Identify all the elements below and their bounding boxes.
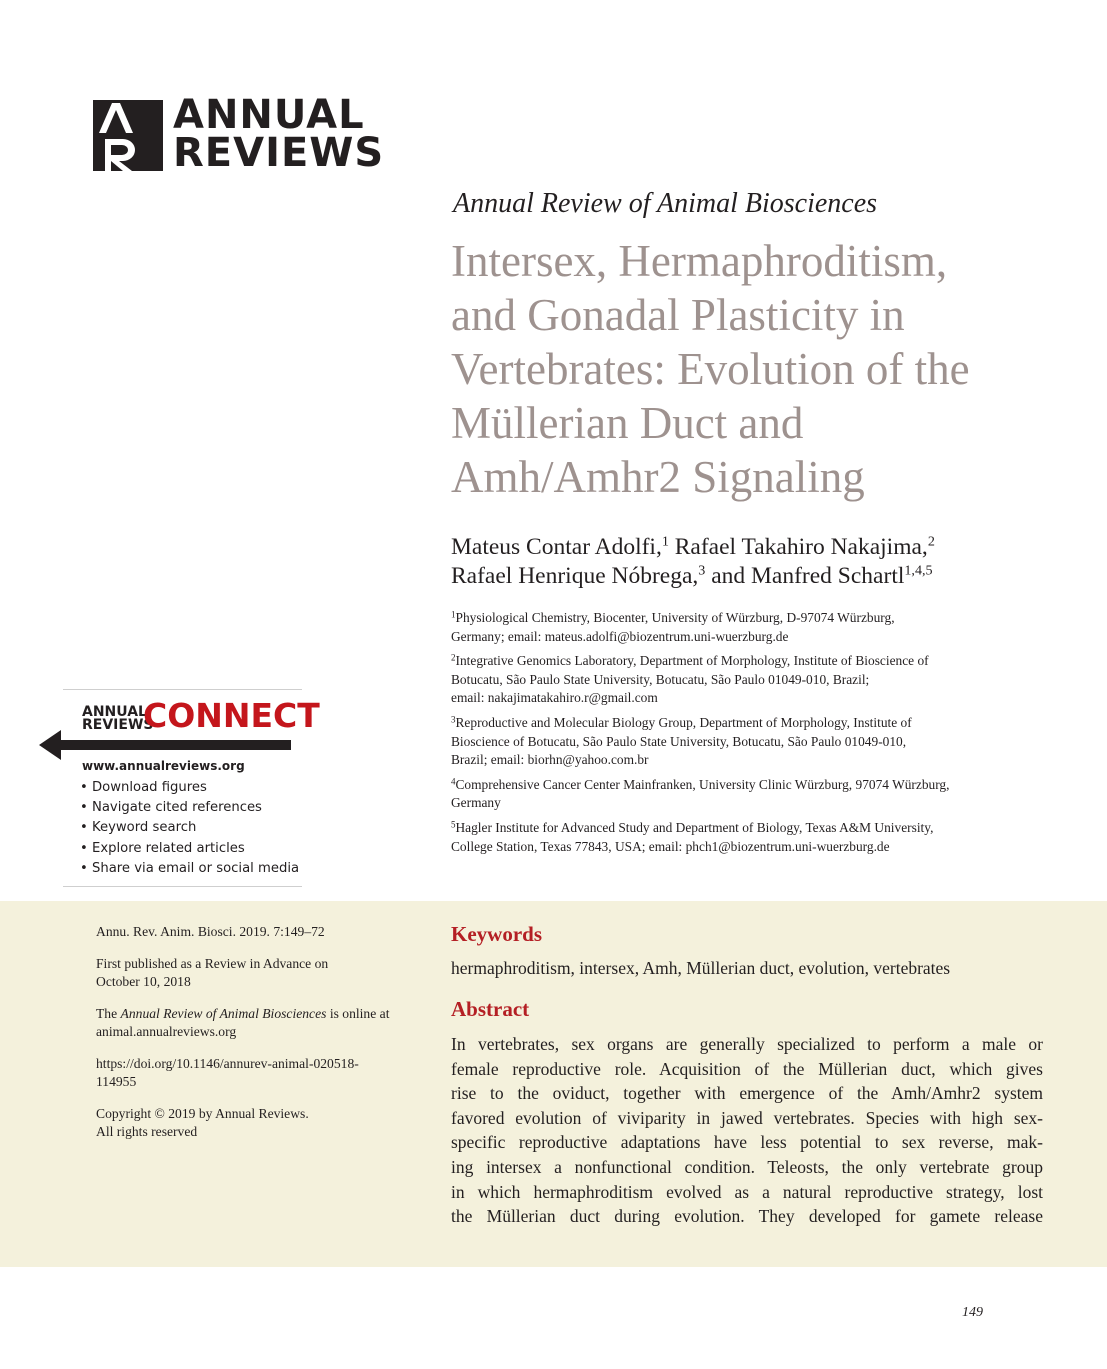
affiliation-text: Hagler Institute for Advanced Study and Department of Biology, Texas A&M University, — [455, 819, 934, 835]
copyright — [96, 1105, 426, 1141]
connect-feature-item: • Download figures — [80, 778, 299, 798]
abstract-heading: Abstract — [451, 997, 530, 1021]
affiliation-line — [451, 689, 1061, 708]
affiliation-number: 3 — [451, 714, 456, 725]
author-list — [451, 533, 1071, 591]
author-name: Rafael Takahiro Nakajima, — [668, 534, 928, 560]
affiliation-text: Botucatu, São Paulo State University, Botucatu, São Paulo 01049-010, Brazil; — [451, 671, 870, 687]
title-line: Amh/Amhr2 Signaling — [451, 452, 865, 502]
page-number: 149 — [962, 1305, 983, 1320]
connect-brand-reviews: REVIEWS — [82, 717, 154, 733]
affiliation-text: Physiological Chemistry, Biocenter, University of Würzburg, D-97074 Würzburg, — [455, 610, 895, 625]
online-prefix: The — [96, 1006, 121, 1021]
affiliation-number: 1 — [451, 609, 456, 620]
author-affil-ref: 2 — [927, 533, 935, 550]
author-affil-ref: 1,4,5 — [904, 562, 933, 579]
abstract-line: in which hermaphroditism evolved as a natural reproductive strategy, lost — [451, 1181, 1043, 1202]
arrow-left-icon — [39, 730, 291, 760]
keywords: hermaphroditism, intersex, Amh, Müllerian duct, evolution, vertebrates — [451, 958, 951, 978]
affiliation-line — [451, 794, 1061, 813]
title-line: Vertebrates: Evolution of the — [451, 344, 970, 394]
affiliation-number: 5 — [451, 819, 456, 830]
article-title — [451, 234, 1051, 504]
affiliation-line — [451, 819, 1061, 838]
logo-word-reviews: REVIEWS — [173, 130, 385, 176]
affiliation-line — [451, 671, 1061, 690]
online-url[interactable]: animal.annualreviews.org — [96, 1024, 237, 1039]
keywords-heading: Keywords — [451, 922, 542, 946]
connect-brand-annual: ANNUAL — [82, 704, 147, 720]
affiliation-text: Reproductive and Molecular Biology Group, Department of Morphology, Institute of — [455, 714, 912, 730]
copyright-line: Copyright © 2019 by Annual Reviews. — [96, 1106, 309, 1121]
author-name: Rafael Henrique Nóbrega, — [451, 563, 699, 589]
affiliation-line — [451, 609, 1061, 628]
author-name: Mateus Contar Adolfi, — [451, 534, 662, 560]
affiliation-line — [451, 733, 1061, 752]
author-line — [451, 562, 1071, 591]
annual-reviews-connect-box — [63, 689, 320, 887]
affiliation-line — [451, 714, 1061, 733]
affiliation-item — [451, 776, 1061, 813]
connect-feature-item: • Navigate cited references — [80, 798, 299, 818]
ar-logo-mark-icon — [93, 100, 163, 171]
doi[interactable] — [96, 1055, 426, 1091]
affiliation-number: 4 — [451, 776, 456, 787]
affiliation-number: 2 — [451, 652, 456, 663]
affiliation-text: Integrative Genomics Laboratory, Department of Morphology, Institute of Bioscience of — [455, 653, 929, 669]
affiliation-item — [451, 819, 1061, 856]
online-notice — [96, 1005, 426, 1041]
title-line: and Gonadal Plasticity in — [451, 290, 905, 340]
connect-feature-item: • Explore related articles — [80, 839, 299, 859]
publication-date-line: First published as a Review in Advance on — [96, 956, 329, 971]
rights-line: All rights reserved — [96, 1124, 198, 1139]
online-journal: Annual Review of Animal Biosciences — [120, 1006, 327, 1021]
affiliation-line — [451, 838, 1061, 857]
doi-line: https://doi.org/10.1146/annurev-animal-020518- — [96, 1056, 359, 1071]
affiliation-item — [451, 609, 1061, 646]
annual-reviews-logo — [93, 92, 385, 176]
abstract-text — [451, 1032, 1043, 1229]
affiliation-text: Bioscience of Botucatu, São Paulo State University, Botucatu, São Paulo 01049-010, — [451, 733, 907, 749]
journal-name: Annual Review of Animal Biosciences — [453, 188, 878, 219]
author-line — [451, 533, 1071, 562]
affiliation-line — [451, 751, 1061, 770]
doi-line: 114955 — [96, 1074, 137, 1089]
affiliation-line — [451, 628, 1061, 647]
affiliation-line — [451, 652, 1061, 671]
connect-title: CONNECT — [143, 696, 320, 735]
abstract-line: ing intersex a nonfunctional condition. Teleosts, the only vertebrate group — [451, 1156, 1043, 1177]
affiliation-text: Germany; email: mateus.adolfi@biozentrum.uni-wuerzburg.de — [451, 628, 789, 644]
affiliation-text: email: nakajimatakahiro.r@gmail.com — [451, 690, 658, 706]
online-suffix: is online at — [326, 1006, 390, 1021]
connect-feature-item: • Share via email or social media — [80, 859, 299, 879]
abstract-line: rise to the oviduct, together with emergence of the Amh/Amhr2 system — [451, 1083, 1043, 1104]
affiliations — [451, 609, 1061, 862]
affiliation-item — [451, 652, 1061, 708]
affiliation-item — [451, 714, 1061, 770]
affiliation-text: Germany — [451, 795, 501, 811]
affiliation-text: Comprehensive Cancer Center Mainfranken, University Clinic Würzburg, 97074 Würzburg, — [455, 776, 950, 792]
title-line: Intersex, Hermaphroditism, — [451, 236, 948, 286]
abstract-line: specific reproductive adaptations have less potential to sex reverse, mak- — [451, 1132, 1043, 1153]
online-notice-line — [96, 1005, 426, 1023]
abstract-line: the Müllerian duct during evolution. They developed for gamete release — [451, 1206, 1043, 1227]
author-name: and Manfred Schartl — [705, 563, 905, 589]
citation: Annu. Rev. Anim. Biosci. 2019. 7:149–72 — [96, 924, 325, 939]
connect-feature-list — [80, 778, 299, 879]
author-affil-ref: 3 — [698, 562, 706, 579]
affiliation-text: Brazil; email: biorhn@yahoo.com.br — [451, 752, 649, 768]
abstract-line: favored evolution of viviparity in jawed vertebrates. Species with high sex- — [451, 1107, 1043, 1128]
affiliation-text: College Station, Texas 77843, USA; email: phch1@biozentrum.uni-wuerzburg.de — [451, 838, 890, 854]
abstract-line: female reproductive role. Acquisition of the Müllerian duct, which gives — [451, 1058, 1043, 1079]
affiliation-line — [451, 776, 1061, 795]
connect-url[interactable]: www.annualreviews.org — [82, 759, 245, 773]
author-affil-ref: 1 — [661, 533, 669, 550]
article-metadata — [96, 923, 426, 1155]
publication-date — [96, 955, 426, 991]
title-line: Müllerian Duct and — [451, 398, 804, 448]
abstract-line: In vertebrates, sex organs are generally specialized to perform a male or — [451, 1034, 1043, 1054]
connect-feature-item: • Keyword search — [80, 818, 299, 838]
publication-date-line: October 10, 2018 — [96, 974, 191, 989]
logo-word-annual: ANNUAL — [173, 92, 365, 138]
